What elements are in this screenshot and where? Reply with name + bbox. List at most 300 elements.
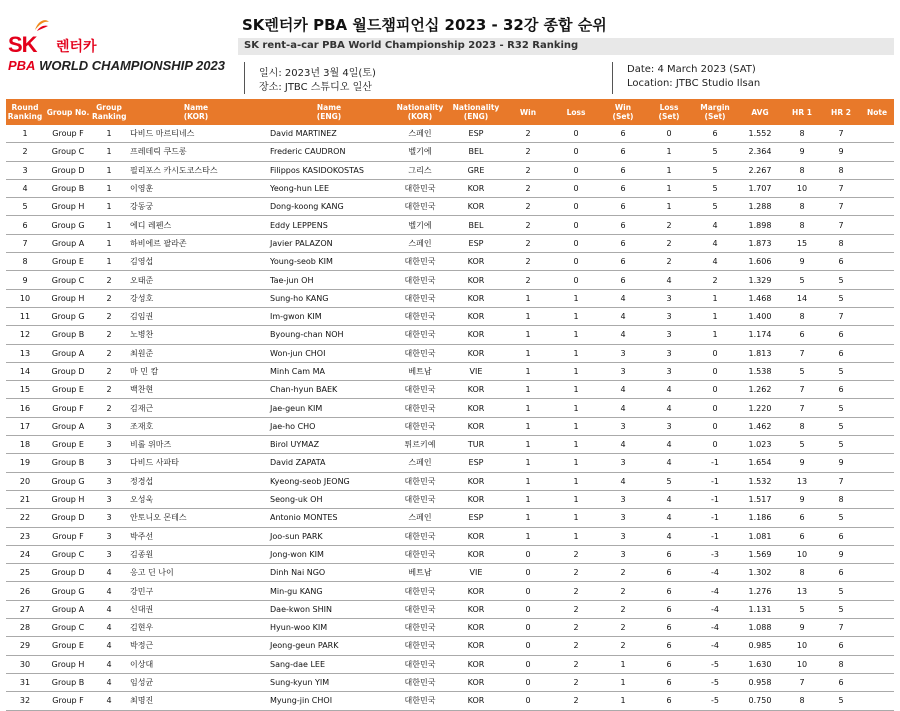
table-cell: 0 — [552, 143, 600, 161]
table-cell: 김영섭 — [126, 253, 266, 271]
table-cell: 0 — [692, 417, 738, 435]
table-cell: 9 — [822, 545, 860, 563]
table-cell: 13 — [782, 582, 822, 600]
table-cell: 1.174 — [738, 326, 782, 344]
table-row — [6, 179, 894, 197]
table-cell: 0 — [504, 637, 552, 655]
table-cell: 2 — [646, 234, 692, 252]
table-cell: Group G — [44, 307, 92, 325]
table-row — [6, 509, 894, 527]
table-cell: BEL — [448, 216, 504, 234]
table-cell: 5 — [6, 198, 44, 216]
table-body — [6, 125, 894, 710]
table-cell: 6 — [600, 234, 646, 252]
table-cell: 대한민국 — [392, 326, 448, 344]
column-header — [738, 99, 782, 125]
column-header-line: Loss — [659, 103, 679, 112]
table-cell — [860, 179, 894, 197]
table-cell: 대한민국 — [392, 600, 448, 618]
table-cell: 1 — [504, 472, 552, 490]
table-cell: 0 — [692, 399, 738, 417]
table-cell: 31 — [6, 673, 44, 691]
table-cell: 7 — [6, 234, 44, 252]
table-cell: 1 — [692, 307, 738, 325]
table-cell: ESP — [448, 454, 504, 472]
table-row — [6, 637, 894, 655]
column-header — [600, 99, 646, 125]
table-cell — [860, 344, 894, 362]
table-cell: KOR — [448, 472, 504, 490]
table-cell: Won-jun CHOI — [266, 344, 392, 362]
table-cell: 3 — [600, 362, 646, 380]
table-row — [6, 655, 894, 673]
column-header-line: Ranking — [7, 112, 43, 121]
table-cell: 7 — [782, 673, 822, 691]
table-cell: Group C — [44, 545, 92, 563]
column-header — [44, 99, 92, 125]
table-cell: Frederic CAUDRON — [266, 143, 392, 161]
table-cell: 5 — [822, 399, 860, 417]
table-cell: 1.023 — [738, 436, 782, 454]
table-cell: 13 — [782, 472, 822, 490]
table-cell — [860, 307, 894, 325]
table-cell: Dong-koong KANG — [266, 198, 392, 216]
table-cell: 프레데릭 쿠드롱 — [126, 143, 266, 161]
column-header-line: (Set) — [704, 112, 726, 121]
table-cell: Group C — [44, 143, 92, 161]
table-cell: 4 — [600, 399, 646, 417]
table-cell: 5 — [822, 582, 860, 600]
info-eng-date: Date: 4 March 2023 (SAT) — [627, 64, 756, 75]
table-cell: Group D — [44, 362, 92, 380]
table-cell: 3 — [92, 545, 126, 563]
page-subtitle: SK rent-a-car PBA World Championship 2023 - R32 Ranking — [244, 40, 579, 51]
table-cell: 그리스 — [392, 161, 448, 179]
table-cell: Tae-jun OH — [266, 271, 392, 289]
table-cell: -4 — [692, 637, 738, 655]
column-header-line: (KOR) — [183, 112, 209, 121]
table-cell: 0 — [552, 271, 600, 289]
table-cell: 6 — [600, 253, 646, 271]
table-cell: 6 — [822, 326, 860, 344]
table-row — [6, 362, 894, 380]
table-cell: Group A — [44, 234, 92, 252]
table-cell: 6 — [822, 344, 860, 362]
table-cell: 김현우 — [126, 619, 266, 637]
table-cell: 6 — [822, 381, 860, 399]
table-row — [6, 490, 894, 508]
table-cell: 4 — [692, 216, 738, 234]
table-cell: 에디 레펜스 — [126, 216, 266, 234]
table-cell: 1 — [552, 326, 600, 344]
table-cell: 1 — [600, 655, 646, 673]
table-cell: 1 — [646, 179, 692, 197]
table-cell: 0 — [552, 161, 600, 179]
table-cell: 김재근 — [126, 399, 266, 417]
table-cell: 0 — [552, 253, 600, 271]
table-row — [6, 692, 894, 710]
table-cell: Group H — [44, 655, 92, 673]
table-cell: Jeong-geun PARK — [266, 637, 392, 655]
table-cell: Kyeong-seob JEONG — [266, 472, 392, 490]
table-cell: 1 — [552, 454, 600, 472]
table-cell: Group D — [44, 509, 92, 527]
table-cell: 튀르키예 — [392, 436, 448, 454]
table-cell: 2 — [504, 143, 552, 161]
table-cell: 2 — [552, 655, 600, 673]
column-header-line: Group No. — [46, 107, 90, 117]
column-header-line: AVG — [751, 107, 769, 117]
table-cell: 1 — [646, 161, 692, 179]
table-cell: 3 — [92, 472, 126, 490]
table-cell — [860, 143, 894, 161]
table-cell: 32 — [6, 692, 44, 710]
table-row — [6, 472, 894, 490]
table-cell: 6 — [600, 161, 646, 179]
table-cell: 4 — [600, 307, 646, 325]
table-cell: KOR — [448, 307, 504, 325]
table-cell: 7 — [822, 216, 860, 234]
table-cell: 2 — [600, 582, 646, 600]
table-cell: 9 — [822, 143, 860, 161]
table-cell: 응고 딘 나이 — [126, 564, 266, 582]
table-cell: KOR — [448, 692, 504, 710]
table-cell: 1 — [552, 399, 600, 417]
table-cell: 30 — [6, 655, 44, 673]
table-cell: 0 — [504, 673, 552, 691]
table-cell: Dae-kwon SHIN — [266, 600, 392, 618]
table-cell: 0 — [504, 564, 552, 582]
table-cell: 대한민국 — [392, 472, 448, 490]
table-cell: KOR — [448, 399, 504, 417]
table-cell: 2 — [504, 271, 552, 289]
table-cell: 6 — [600, 125, 646, 143]
table-cell: 9 — [6, 271, 44, 289]
table-cell: 박주선 — [126, 527, 266, 545]
info-kor-place: 장소: JTBC 스튜디오 일산 — [259, 82, 372, 93]
table-cell: 1.088 — [738, 619, 782, 637]
table-cell: 베트남 — [392, 362, 448, 380]
table-cell: Yeong-hun LEE — [266, 179, 392, 197]
table-cell: 1.288 — [738, 198, 782, 216]
table-cell: Group E — [44, 253, 92, 271]
table-cell: 4 — [600, 436, 646, 454]
column-header — [448, 99, 504, 125]
table-cell: 8 — [822, 490, 860, 508]
table-cell: 9 — [782, 253, 822, 271]
table-cell: Minh Cam MA — [266, 362, 392, 380]
table-cell: 5 — [692, 179, 738, 197]
table-cell: 10 — [782, 637, 822, 655]
table-row — [6, 289, 894, 307]
table-cell: Group D — [44, 161, 92, 179]
table-cell: 대한민국 — [392, 490, 448, 508]
table-cell: 1.630 — [738, 655, 782, 673]
table-cell: 조재호 — [126, 417, 266, 435]
table-cell: 5 — [646, 472, 692, 490]
table-cell: 0 — [692, 381, 738, 399]
table-cell: 21 — [6, 490, 44, 508]
table-cell: 8 — [782, 307, 822, 325]
ranking-table — [6, 99, 894, 711]
table-cell: 4 — [646, 509, 692, 527]
table-cell: 1 — [92, 216, 126, 234]
table-cell: 7 — [822, 198, 860, 216]
table-cell: 8 — [822, 655, 860, 673]
table-cell: KOR — [448, 344, 504, 362]
table-cell: 1.329 — [738, 271, 782, 289]
table-cell: 4 — [92, 600, 126, 618]
table-cell: 1 — [552, 490, 600, 508]
table-cell: 벨기에 — [392, 216, 448, 234]
table-cell: 2 — [646, 216, 692, 234]
table-cell: 15 — [782, 234, 822, 252]
table-cell: Group H — [44, 490, 92, 508]
table-cell: 3 — [600, 454, 646, 472]
table-cell: KOR — [448, 673, 504, 691]
table-cell: KOR — [448, 417, 504, 435]
table-cell: 17 — [6, 417, 44, 435]
table-cell: 신대권 — [126, 600, 266, 618]
table-cell: 6 — [646, 545, 692, 563]
table-cell: 1 — [552, 381, 600, 399]
table-cell: 5 — [692, 143, 738, 161]
table-row — [6, 399, 894, 417]
table-cell: 1 — [92, 253, 126, 271]
table-cell: 0.958 — [738, 673, 782, 691]
column-header — [392, 99, 448, 125]
table-cell: 대한민국 — [392, 198, 448, 216]
table-row — [6, 234, 894, 252]
table-cell: 임성균 — [126, 673, 266, 691]
table-cell: 백찬현 — [126, 381, 266, 399]
table-cell: 0 — [504, 692, 552, 710]
table-cell: 대한민국 — [392, 619, 448, 637]
table-cell: 1.552 — [738, 125, 782, 143]
table-cell: -4 — [692, 582, 738, 600]
table-cell: 1 — [646, 198, 692, 216]
table-cell: 7 — [782, 344, 822, 362]
table-cell: Group E — [44, 436, 92, 454]
table-cell: 대한민국 — [392, 417, 448, 435]
table-cell: KOR — [448, 527, 504, 545]
table-cell: 5 — [822, 289, 860, 307]
table-cell: 16 — [6, 399, 44, 417]
table-cell — [860, 253, 894, 271]
table-cell: 2 — [92, 289, 126, 307]
table-cell: 7 — [822, 307, 860, 325]
table-cell: 4 — [92, 673, 126, 691]
table-cell: 최원준 — [126, 344, 266, 362]
table-cell: 2 — [600, 619, 646, 637]
column-header-line: (Set) — [658, 112, 680, 121]
table-cell — [860, 509, 894, 527]
table-cell: 3 — [646, 362, 692, 380]
table-cell: 10 — [782, 655, 822, 673]
table-cell: 4 — [6, 179, 44, 197]
table-cell: 대한민국 — [392, 582, 448, 600]
table-cell: Byoung-chan NOH — [266, 326, 392, 344]
table-cell: Group G — [44, 582, 92, 600]
table-cell: 0.985 — [738, 637, 782, 655]
table-cell: KOR — [448, 600, 504, 618]
table-cell: 1 — [504, 307, 552, 325]
table-cell: Jae-geun KIM — [266, 399, 392, 417]
table-cell: 1 — [504, 381, 552, 399]
column-header-line: Name — [316, 103, 342, 112]
table-cell: 대한민국 — [392, 545, 448, 563]
table-cell: 0.750 — [738, 692, 782, 710]
column-header-line: Note — [866, 107, 888, 117]
table-row — [6, 143, 894, 161]
table-cell: -4 — [692, 619, 738, 637]
table-cell: Group B — [44, 326, 92, 344]
table-cell: ESP — [448, 234, 504, 252]
table-cell: 스페인 — [392, 454, 448, 472]
table-cell: 9 — [782, 619, 822, 637]
table-cell: 4 — [646, 399, 692, 417]
column-header-line: Name — [183, 103, 209, 112]
table-cell: Group C — [44, 271, 92, 289]
table-cell: 4 — [646, 271, 692, 289]
table-cell: 2 — [552, 619, 600, 637]
table-cell — [860, 125, 894, 143]
table-cell: 3 — [6, 161, 44, 179]
table-cell: 대한민국 — [392, 673, 448, 691]
table-cell: 1 — [504, 362, 552, 380]
table-cell: 5 — [822, 692, 860, 710]
table-cell: 1 — [600, 673, 646, 691]
column-header-line: Nationality — [396, 103, 444, 112]
table-cell: 1 — [552, 289, 600, 307]
table-cell: 베트남 — [392, 564, 448, 582]
table-cell: 강민구 — [126, 582, 266, 600]
table-cell: 1.569 — [738, 545, 782, 563]
table-cell: 2 — [92, 362, 126, 380]
info-korean — [244, 62, 615, 94]
table-cell: 10 — [782, 179, 822, 197]
table-cell: 0 — [692, 362, 738, 380]
table-cell — [860, 381, 894, 399]
table-cell: 4 — [92, 564, 126, 582]
table-cell: 6 — [692, 125, 738, 143]
table-cell: 강성호 — [126, 289, 266, 307]
table-cell: 0 — [552, 125, 600, 143]
table-cell: 1.873 — [738, 234, 782, 252]
table-cell: -5 — [692, 692, 738, 710]
column-header — [646, 99, 692, 125]
table-cell: 스페인 — [392, 509, 448, 527]
column-header-line: Loss — [566, 107, 586, 117]
table-cell — [860, 692, 894, 710]
table-cell — [860, 490, 894, 508]
table-cell: 3 — [646, 417, 692, 435]
table-cell: KOR — [448, 271, 504, 289]
table-cell: 1 — [92, 161, 126, 179]
table-cell: 14 — [782, 289, 822, 307]
table-cell: 1.220 — [738, 399, 782, 417]
table-row — [6, 564, 894, 582]
table-cell: Young-seob KIM — [266, 253, 392, 271]
logo-pba-main: WORLD CHAMPIONSHIP 2023 — [39, 58, 225, 73]
table-cell — [860, 216, 894, 234]
table-cell: -1 — [692, 527, 738, 545]
table-cell: 6 — [600, 216, 646, 234]
table-cell — [860, 362, 894, 380]
table-cell: 4 — [646, 490, 692, 508]
table-cell — [860, 271, 894, 289]
table-cell: 대한민국 — [392, 179, 448, 197]
table-cell: 2 — [92, 381, 126, 399]
table-cell: 22 — [6, 509, 44, 527]
table-row — [6, 271, 894, 289]
table-cell: 6 — [646, 600, 692, 618]
table-cell: 2 — [92, 307, 126, 325]
table-cell: 1.538 — [738, 362, 782, 380]
table-cell: 2 — [552, 600, 600, 618]
table-cell: 1 — [504, 417, 552, 435]
table-cell: 4 — [92, 637, 126, 655]
column-header-line: (ENG) — [316, 112, 342, 121]
table-cell: 1 — [92, 143, 126, 161]
column-header-line: (ENG) — [463, 112, 489, 121]
table-cell: 7 — [782, 381, 822, 399]
table-cell: 6 — [646, 692, 692, 710]
table-cell: 2 — [504, 125, 552, 143]
table-cell: 대한민국 — [392, 527, 448, 545]
table-cell: 필리포스 카시도코스타스 — [126, 161, 266, 179]
table-cell: 안토니오 몬테스 — [126, 509, 266, 527]
table-cell: 9 — [782, 143, 822, 161]
table-cell: 7 — [822, 472, 860, 490]
table-cell: -1 — [692, 472, 738, 490]
column-header-line: HR 1 — [792, 107, 812, 117]
table-row — [6, 326, 894, 344]
table-cell: 1 — [552, 307, 600, 325]
column-header-line: Ranking — [92, 112, 127, 121]
table-cell: 11 — [6, 307, 44, 325]
table-row — [6, 344, 894, 362]
table-cell: Jong-won KIM — [266, 545, 392, 563]
table-cell: 3 — [92, 417, 126, 435]
table-cell: 0 — [692, 436, 738, 454]
table-cell: Eddy LEPPENS — [266, 216, 392, 234]
table-cell: 7 — [782, 399, 822, 417]
table-cell: 6 — [600, 179, 646, 197]
page-title: SK렌터카 PBA 월드챔피언십 2023 - 32강 종합 순위 — [242, 16, 607, 34]
table-cell: 1 — [504, 344, 552, 362]
table-cell: 29 — [6, 637, 44, 655]
table-cell: 5 — [822, 509, 860, 527]
table-cell — [860, 454, 894, 472]
table-cell: 3 — [92, 454, 126, 472]
table-cell: VIE — [448, 564, 504, 582]
table-cell: 2 — [92, 326, 126, 344]
table-cell: 1 — [552, 436, 600, 454]
table-cell: 1 — [692, 326, 738, 344]
table-cell: 4 — [92, 582, 126, 600]
table-cell: 대한민국 — [392, 307, 448, 325]
table-cell: 이영훈 — [126, 179, 266, 197]
table-cell: 2 — [504, 179, 552, 197]
table-cell: 2 — [92, 344, 126, 362]
table-cell: 대한민국 — [392, 289, 448, 307]
table-cell: 4 — [646, 454, 692, 472]
table-cell: 대한민국 — [392, 637, 448, 655]
table-cell: 3 — [600, 490, 646, 508]
table-cell: 6 — [646, 637, 692, 655]
table-cell: 1 — [92, 198, 126, 216]
